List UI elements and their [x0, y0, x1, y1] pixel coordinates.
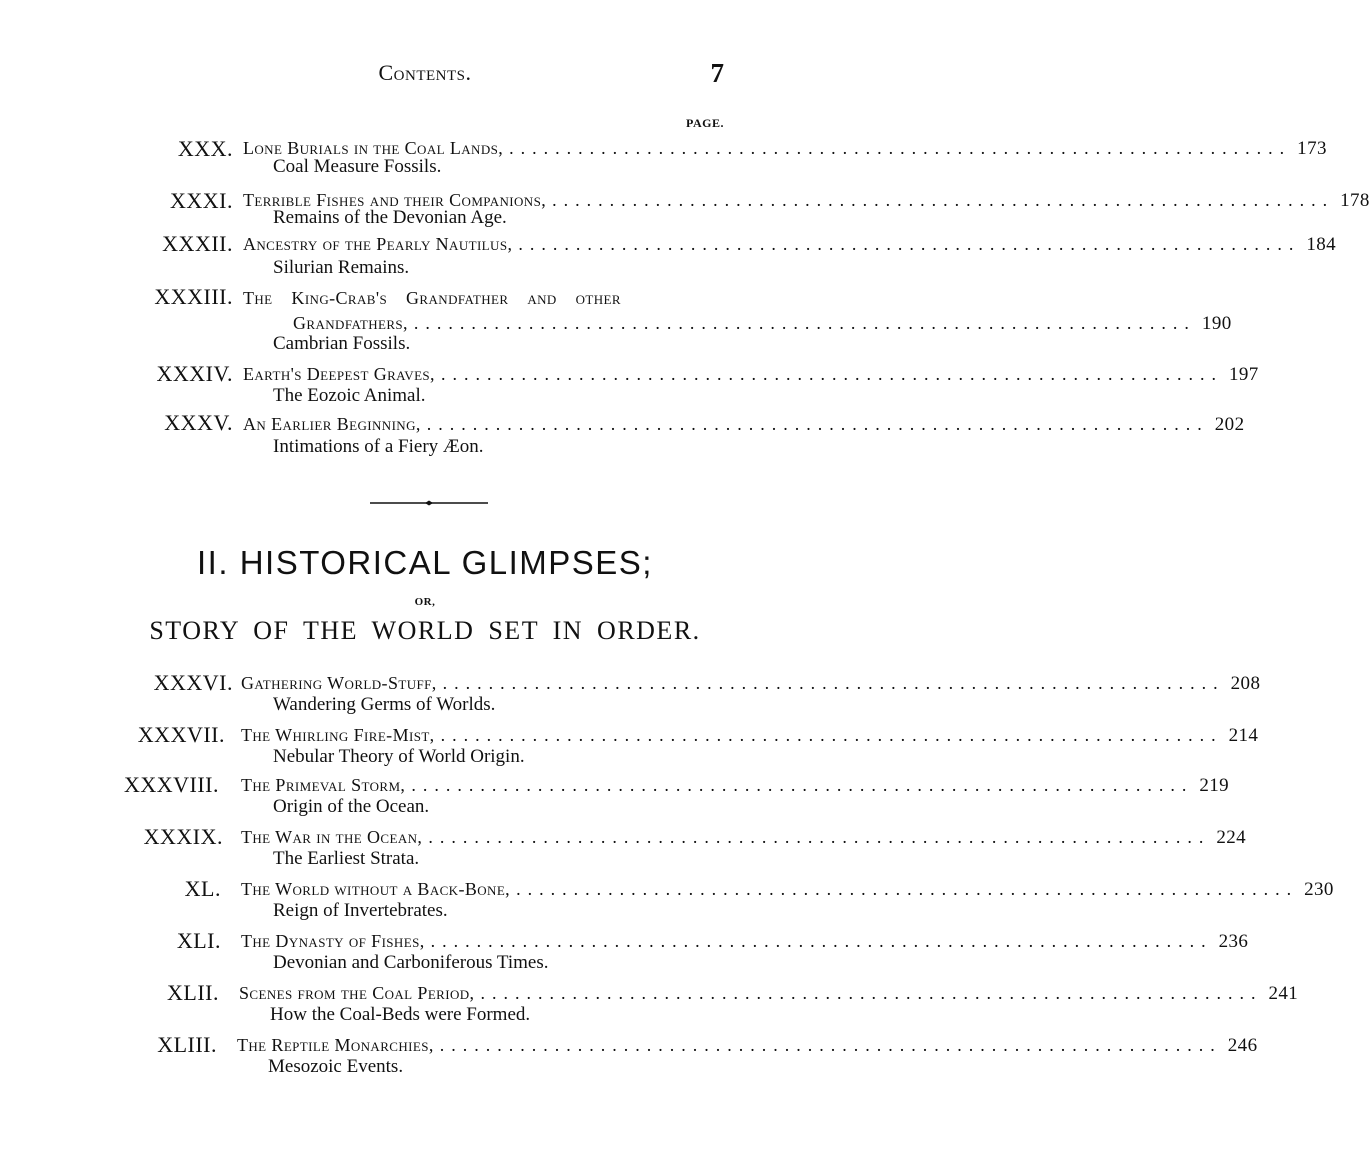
chapter-page: 197: [1228, 364, 1259, 385]
chapter-title-line: [241, 775, 1230, 797]
chapter-title-line: [237, 1035, 1258, 1057]
chapter-title-line: [241, 827, 1247, 849]
dot-leader: ....................................................................: [480, 983, 1263, 1003]
chapter-subtitle: The Eozoic Animal.: [273, 385, 426, 406]
chapter-subtitle: Remains of the Devonian Age.: [273, 207, 507, 228]
chapter-numeral: XXX.: [177, 136, 233, 161]
chapter-title-line: [243, 364, 1259, 386]
chapter-numeral: XXXIII.: [154, 284, 233, 309]
chapter-title: An Earlier Beginning,: [243, 414, 421, 434]
chapter-numeral: XLII.: [167, 980, 219, 1005]
chapter-title-line: [241, 673, 1261, 695]
chapter-title: The Whirling Fire-Mist,: [241, 725, 435, 745]
chapter-page: 236: [1218, 931, 1249, 952]
ornamental-divider: [370, 500, 488, 506]
chapter-subtitle: Wandering Germs of Worlds.: [273, 694, 496, 715]
chapter-title: The World without a Back-Bone,: [241, 879, 511, 899]
running-title: Contents.: [378, 60, 472, 85]
chapter-title: Scenes from the Coal Period,: [239, 983, 475, 1003]
chapter-numeral: XXXVI.: [153, 670, 233, 695]
chapter-numeral: XXXI.: [170, 188, 233, 213]
chapter-page: 219: [1199, 775, 1230, 796]
chapter-numeral: XXXV.: [164, 410, 233, 435]
chapter-title-line: [243, 234, 1337, 256]
dot-leader: ....................................................................: [413, 313, 1196, 333]
section-title: II. HISTORICAL GLIMPSES;: [197, 544, 653, 581]
chapter-title: Lone Burials in the Coal Lands,: [243, 138, 504, 158]
chapter-numeral: XLI.: [176, 928, 221, 953]
dot-leader: ....................................................................: [430, 931, 1213, 951]
chapter-title-line: [241, 931, 1249, 953]
dot-leader: ....................................................................: [516, 879, 1299, 899]
chapter-subtitle: How the Coal-Beds were Formed.: [270, 1004, 531, 1025]
dot-leader: ....................................................................: [426, 414, 1209, 434]
chapter-subtitle: The Earliest Strata.: [273, 848, 420, 869]
chapter-title: Terrible Fishes and their Companions,: [243, 190, 547, 210]
chapter-title: Earth's Deepest Graves,: [243, 364, 435, 384]
chapter-subtitle: Intimations of a Fiery Æon.: [273, 436, 484, 457]
dot-leader: ....................................................................: [552, 190, 1335, 210]
dot-leader: ....................................................................: [439, 1035, 1222, 1055]
chapter-title-line: [243, 414, 1245, 436]
chapter-page: 246: [1227, 1035, 1258, 1056]
chapter-subtitle: Devonian and Carboniferous Times.: [273, 952, 549, 973]
chapter-title-line: [241, 725, 1259, 747]
chapter-page: 202: [1214, 414, 1245, 435]
page-number: 7: [710, 58, 724, 88]
chapter-subtitle: Nebular Theory of World Origin.: [273, 746, 525, 767]
chapter-page: 241: [1268, 983, 1299, 1004]
chapter-title-line-2: [293, 313, 1232, 335]
chapter-page: 230: [1304, 879, 1334, 900]
chapter-page: 214: [1228, 725, 1259, 746]
chapter-title: The Primeval Storm,: [241, 775, 406, 795]
chapter-title-continued: Grandfathers,: [293, 313, 408, 333]
dot-leader: ....................................................................: [518, 234, 1301, 254]
chapter-page: 173: [1297, 138, 1327, 159]
chapter-numeral: XXXIV.: [156, 361, 233, 386]
chapter-subtitle: Mesozoic Events.: [268, 1056, 404, 1077]
dot-leader: ....................................................................: [411, 775, 1194, 795]
chapter-title-line: [239, 983, 1299, 1005]
dot-leader: ....................................................................: [509, 138, 1292, 158]
chapter-title: The War in the Ocean,: [241, 827, 423, 847]
chapter-title: The King-Crab's Grandfather and other: [243, 288, 621, 308]
chapter-page: 190: [1201, 313, 1232, 334]
chapter-title: Ancestry of the Pearly Nautilus,: [243, 234, 513, 254]
section-or: OR,: [414, 596, 436, 608]
chapter-page: 208: [1230, 673, 1261, 694]
dot-leader: ....................................................................: [440, 364, 1223, 384]
chapter-numeral: XLIII.: [157, 1032, 217, 1057]
chapter-title-line: [241, 879, 1334, 901]
chapter-title-line: [243, 288, 724, 309]
chapter-subtitle: Silurian Remains.: [273, 257, 410, 278]
chapter-numeral: XXXII.: [162, 231, 233, 256]
chapter-subtitle: Cambrian Fossils.: [273, 333, 411, 354]
chapter-title: Gathering World-Stuff,: [241, 673, 437, 693]
dot-leader: ....................................................................: [428, 827, 1211, 847]
chapter-title: The Reptile Monarchies,: [237, 1035, 434, 1055]
section-subtitle: STORY OF THE WORLD SET IN ORDER.: [149, 616, 701, 645]
chapter-subtitle: Origin of the Ocean.: [273, 796, 430, 817]
chapter-page: 224: [1216, 827, 1247, 848]
page-header: [0, 60, 850, 92]
chapter-subtitle: Reign of Invertebrates.: [273, 900, 448, 921]
chapter-numeral: XL.: [184, 876, 221, 901]
chapter-title: The Dynasty of Fishes,: [241, 931, 425, 951]
chapter-numeral: XXXVII.: [137, 722, 225, 747]
chapter-numeral: XXXIX.: [143, 824, 223, 849]
chapter-numeral: XXXVIII.: [123, 772, 219, 797]
page-column-label: PAGE.: [686, 116, 724, 130]
chapter-page: 184: [1306, 234, 1337, 255]
dot-leader: ....................................................................: [440, 725, 1223, 745]
dot-leader: ....................................................................: [442, 673, 1225, 693]
chapter-subtitle: Coal Measure Fossils.: [273, 156, 442, 177]
chapter-page: 178: [1340, 190, 1370, 211]
